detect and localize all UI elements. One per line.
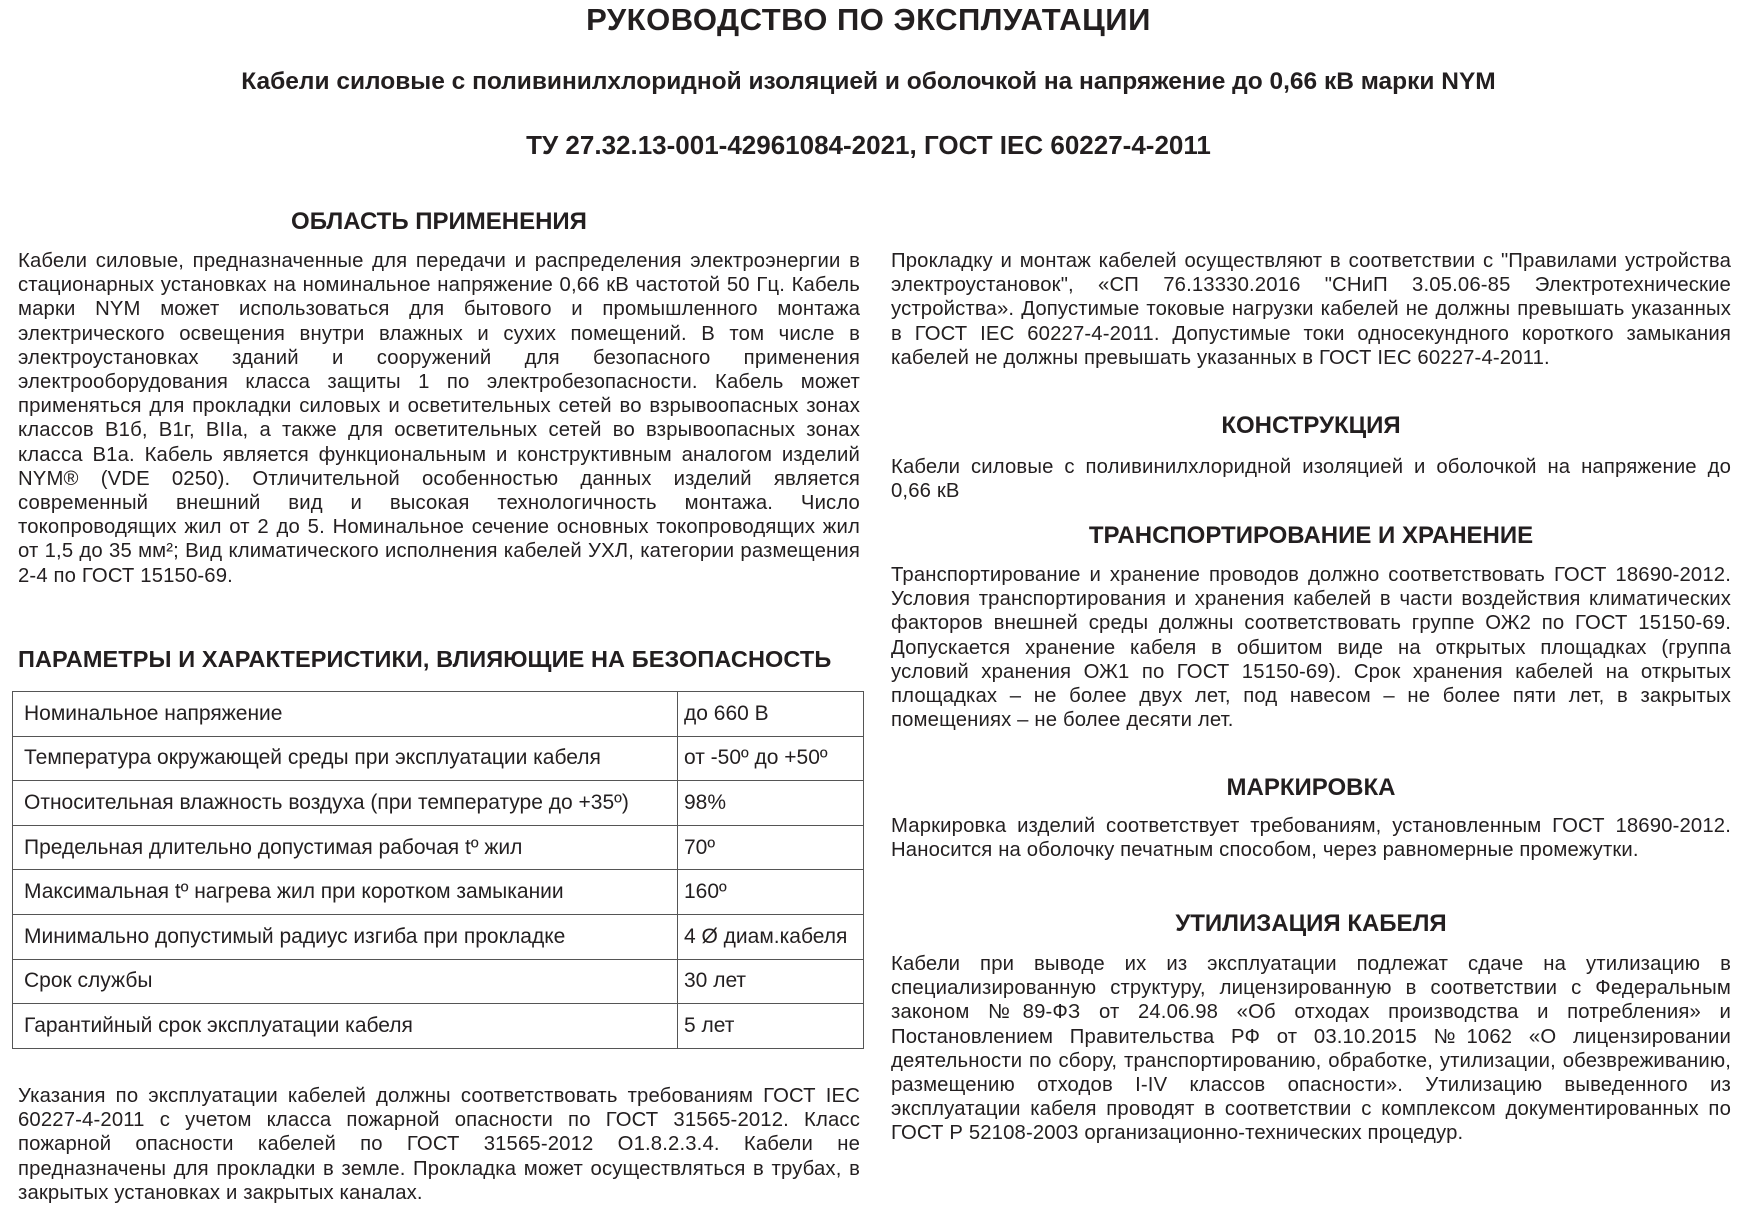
params-table — [12, 691, 864, 1049]
param-name: Относительная влажность воздуха (при температуре до +35º) — [13, 781, 678, 826]
param-value: 98% — [678, 781, 864, 826]
param-name: Номинальное напряжение — [13, 692, 678, 737]
transport-text: Транспортирование и хранение проводов должно соответствовать ГОСТ 18690-2012. Условия транспортирования и хранения кабелей в части воздействия климатических факторов внешней среды должны соответствовать группе ОЖ2 по ГОСТ 15150-69. Допускается хранение кабеля в обшитом виде на открытых площадках (группа условий хранения ОЖ1 по ГОСТ 15150-69). Срок хранения кабелей на открытых площадках – не более двух лет, под навесом – не более пяти лет, в закрытых помещениях – не более десяти лет. — [891, 564, 1731, 732]
param-value: 30 лет — [678, 959, 864, 1004]
table-row — [13, 1004, 864, 1049]
table-row — [13, 914, 864, 959]
product-subtitle: Кабели силовые с поливинилхлоридной изоляцией и оболочкой на напряжение до 0,66 кВ марки NYM — [241, 68, 1496, 95]
installation-text: Прокладку и монтаж кабелей осуществляют в соответствии с "Правилами устройства электроустановок", «СП 76.13330.2016 "СНиП 3.05.06-85 Электротехнические устройства». Допустимые токовые нагрузки кабелей не должны превышать указанных в ГОСТ IEC 60227-4-2011. Допустимые токи односекундного короткого замыкания кабелей не должны превышать указанных в ГОСТ IEC 60227-4-2011. — [891, 250, 1731, 369]
marking-heading: МАРКИРОВКА — [1226, 774, 1396, 801]
param-name: Температура окружающей среды при эксплуатации кабеля — [13, 736, 678, 781]
param-value: 4 Ø диам.кабеля — [678, 914, 864, 959]
param-name: Максимальная tº нагрева жил при коротком замыкании — [13, 870, 678, 915]
standard-reference: ТУ 27.32.13-001-42961084-2021, ГОСТ IEC 60227-4-2011 — [526, 130, 1211, 160]
construction-text: Кабели силовые с поливинилхлоридной изоляцией и оболочкой на напряжение до 0,66 кВ — [891, 456, 1731, 503]
param-name: Предельная длительно допустимая рабочая tº жил — [13, 825, 678, 870]
param-name: Гарантийный срок эксплуатации кабеля — [13, 1004, 678, 1049]
marking-text: Маркировка изделий соответствует требованиям, установленным ГОСТ 18690-2012. Наносится на оболочку печатным способом, через равномерные промежутки. — [891, 815, 1731, 862]
page-title: РУКОВОДСТВО ПО ЭКСПЛУАТАЦИИ — [586, 2, 1151, 37]
param-value: 70º — [678, 825, 864, 870]
table-row — [13, 959, 864, 1004]
disposal-heading: УТИЛИЗАЦИЯ КАБЕЛЯ — [1175, 910, 1447, 937]
param-value: 5 лет — [678, 1004, 864, 1049]
table-row — [13, 781, 864, 826]
param-name: Срок службы — [13, 959, 678, 1004]
param-value: от -50º до +50º — [678, 736, 864, 781]
param-name: Минимально допустимый радиус изгиба при прокладке — [13, 914, 678, 959]
scope-heading: ОБЛАСТЬ ПРИМЕНЕНИЯ — [291, 208, 587, 235]
disposal-text: Кабели при выводе их из эксплуатации подлежат сдаче на утилизацию в специализированную структуру, лицензированную в соответствии с Федеральным законом №89-ФЗ от 24.06.98 «Об отходах производства и потребления» и Постановлением Правительства РФ от 03.10.2015 №1062 «О лицензировании деятельности по сбору, транспортированию, обработке, утилизации, обезвреживанию, размещению отходов I-IV классов опасности». Утилизацию выведенного из эксплуатации кабеля проводят в соответствии с комплексом документированных по ГОСТ Р 52108-2003 организационно-технических процедур. — [891, 953, 1731, 1145]
usage-text: Указания по эксплуатации кабелей должны соответствовать требованиям ГОСТ IEC 60227-4-2011 с учетом класса пожарной опасности по ГОСТ 31565-2012. Класс пожарной опасности кабелей по ГОСТ 31565-2012 О1.8.2.3.4. Кабели не предназначены для прокладки в земле. Прокладка может осуществляться в трубах, в закрытых установках и закрытых каналах. — [18, 1085, 860, 1204]
table-row — [13, 870, 864, 915]
scope-text: Кабели силовые, предназначенные для передачи и распределения электроэнергии в стационарных установках на номинальное напряжение 0,66 кВ частотой 50 Гц. Кабель марки NYM может использоваться для бытового и промышленного монтажа электрического освещения внутри влажных и сухих помещений. В том числе в электроустановках зданий и сооружений для безопасного применения электрооборудования класса защиты 1 по электробезопасности. Кабель может применяться для прокладки силовых и осветительных сетей во взрывоопасных зонах классов В1б, В1г, ВIIа, а также для осветительных сетей во взрывоопасных зонах класса В1а. Кабель является функциональным и конструктивным аналогом изделий NYM® (VDE 0250). Отличительной особенностью данных изделий является современный внешний вид и высокая технологичность монтажа. Число токопроводящих жил от 2 до 5. Номинальное сечение основных токопроводящих жил от 1,5 до 35 мм²; Вид климатического исполнения кабелей УХЛ, категории размещения 2-4 по ГОСТ 15150-69. — [18, 250, 860, 587]
transport-heading: ТРАНСПОРТИРОВАНИЕ И ХРАНЕНИЕ — [1088, 522, 1534, 549]
param-value: 160º — [678, 870, 864, 915]
table-row — [13, 825, 864, 870]
table-row — [13, 736, 864, 781]
table-row — [13, 692, 864, 737]
params-heading: ПАРАМЕТРЫ И ХАРАКТЕРИСТИКИ, ВЛИЯЮЩИЕ НА БЕЗОПАСНОСТЬ — [18, 646, 832, 672]
param-value: до 660 В — [678, 692, 864, 737]
construction-heading: КОНСТРУКЦИЯ — [1221, 412, 1401, 439]
